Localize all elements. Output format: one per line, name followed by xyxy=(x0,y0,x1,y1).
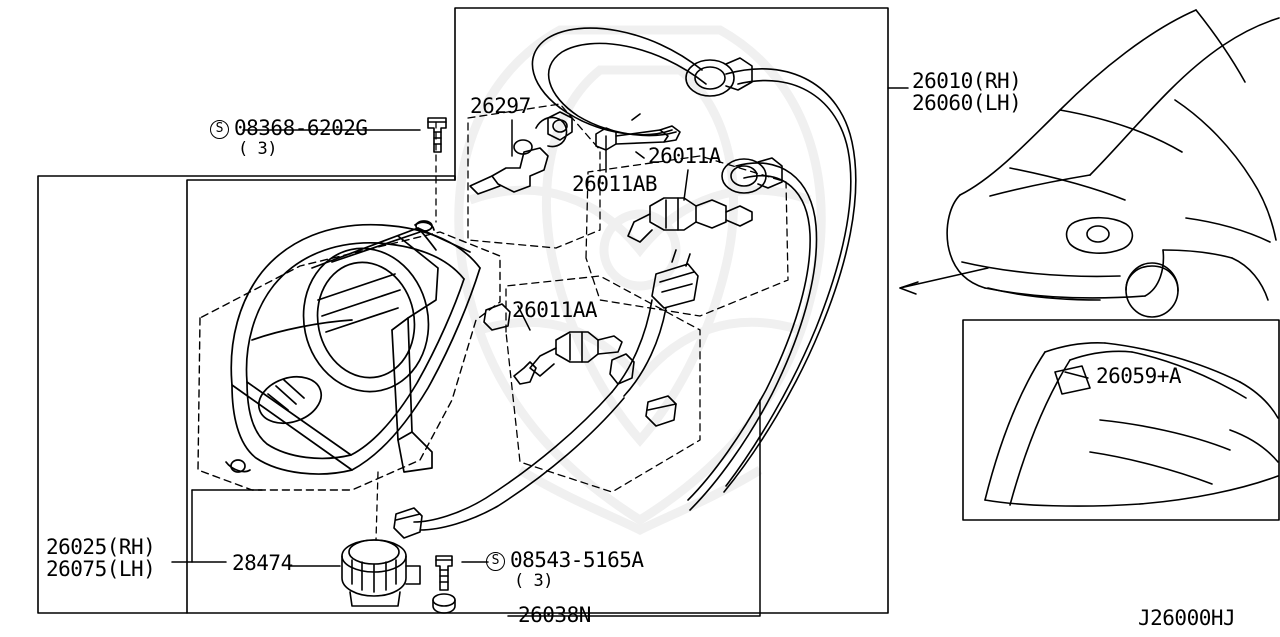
drawing-number: J26000HJ xyxy=(1138,606,1236,630)
part-code-08543-5165A: 08543-5165A xyxy=(510,548,644,572)
part-qty-08543-5165A: ( 3) xyxy=(514,571,553,591)
part-code-26011AA: 26011AA xyxy=(512,298,598,322)
part-code-26011AB: 26011AB xyxy=(572,172,658,196)
part-qty-08368-6202G: ( 3) xyxy=(238,139,277,159)
marker-s-top: S xyxy=(210,120,229,139)
part-code-26010-RH: 26010(RH) xyxy=(912,69,1022,93)
part-code-26011A: 26011A xyxy=(648,144,721,168)
part-code-08368-6202G: 08368-6202G xyxy=(234,116,368,140)
part-code-26025-RH: 26025(RH) xyxy=(46,535,156,559)
part-code-28474: 28474 xyxy=(232,551,293,575)
part-code-26297: 26297 xyxy=(470,94,531,118)
part-code-26038N: 26038N xyxy=(518,603,591,627)
part-code-26059-A: 26059+A xyxy=(1096,364,1182,388)
part-code-26060-LH: 26060(LH) xyxy=(912,91,1022,115)
marker-s-bottom: S xyxy=(486,552,505,571)
part-code-26075-LH: 26075(LH) xyxy=(46,557,156,581)
